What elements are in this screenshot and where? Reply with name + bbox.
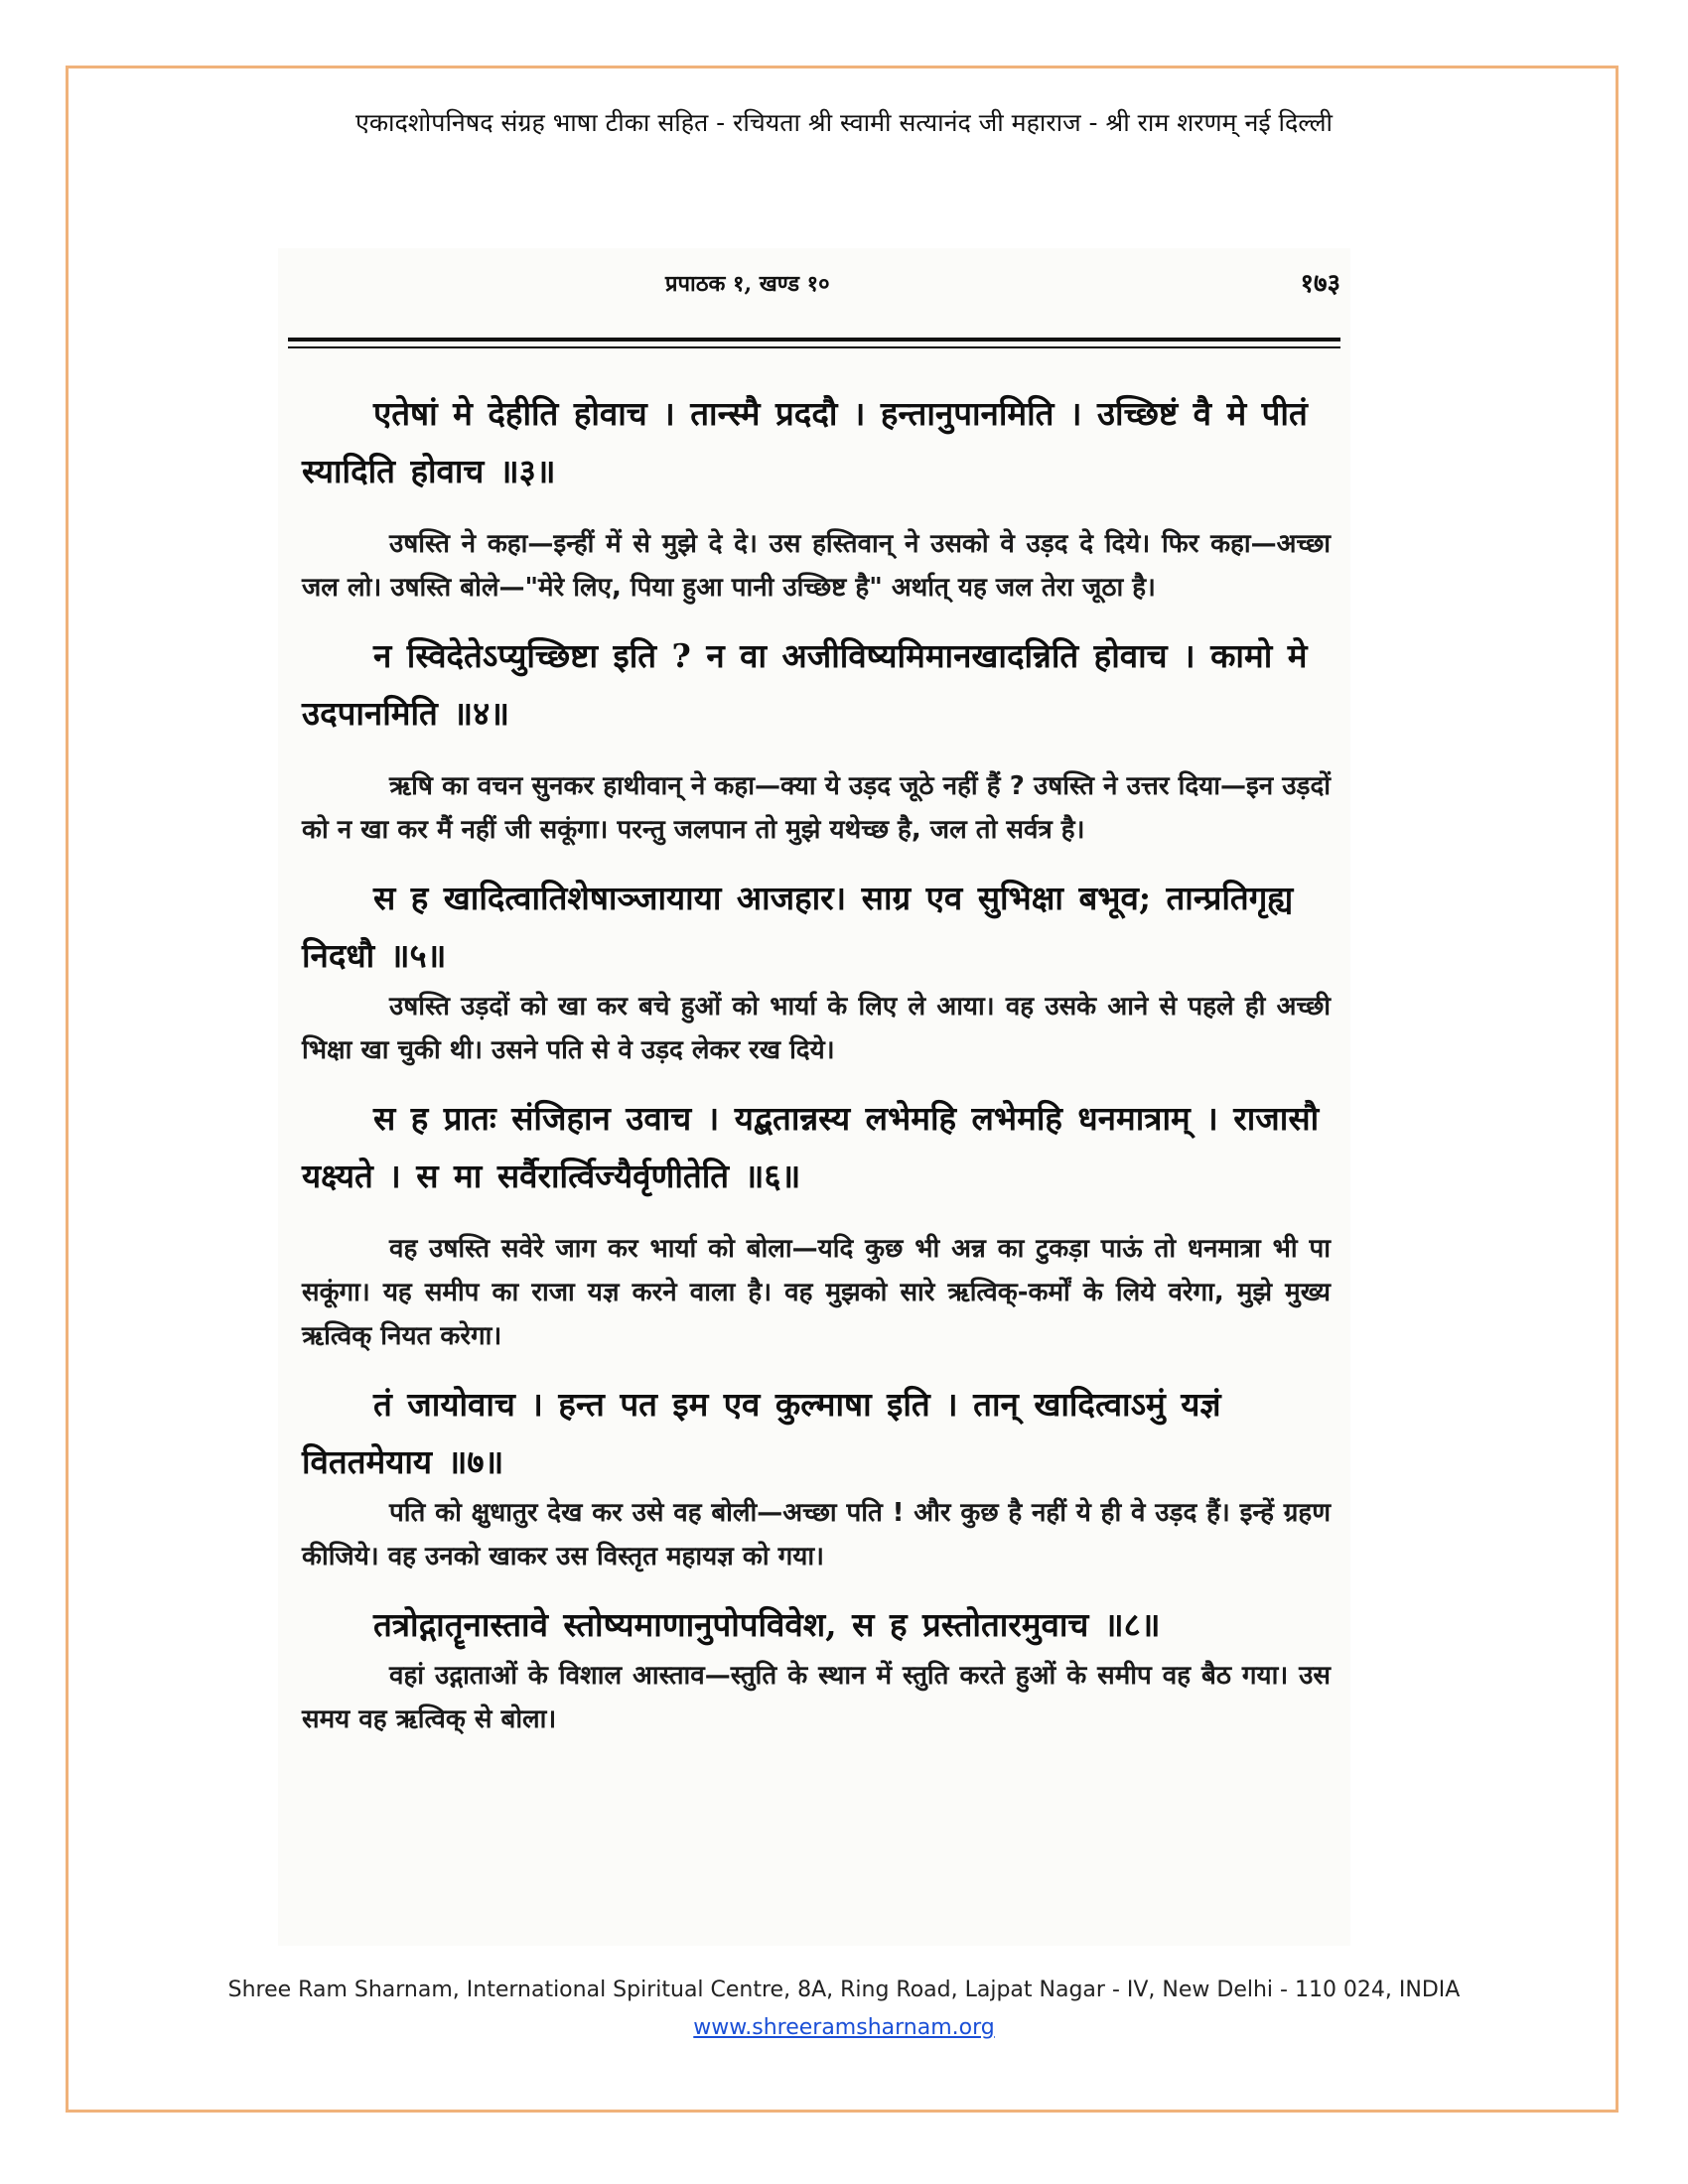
translation-5: उषस्ति उड़दों को खा कर बचे हुओं को भार्या के लिए ले आया। वह उसके आने से पहले ही अच्छी भिक्षा खा चुकी थी। उसने पति से वे उड़द लेकर रख दिये। — [302, 992, 1331, 1065]
translation-8: वहां उद्गाताओं के विशाल आस्ताव—स्तुति के स्थान में स्तुति करते हुओं के समीप वह बैठ गया। उस समय वह ऋत्विक् से बोला। — [302, 1661, 1331, 1734]
header-rule-thin — [288, 346, 1340, 348]
website-link[interactable]: www.shreeramsharnam.org — [693, 2015, 995, 2040]
verse-6: स ह प्रातः संजिहान उवाच । यद्बतान्नस्य लभेमहि लभेमहि धनमात्राम् । राजासौ यक्ष्यते । स मा सर्वैरार्त्विज्यैर्वृणीतेति ॥६॥ — [302, 1099, 1320, 1195]
verse-5: स ह खादित्वातिशेषाञ्जायाया आजहार। साग्र एव सुभिक्षा बभूव; तान्प्रतिगृह्य निदधौ ॥५॥ — [302, 879, 1294, 975]
verse-8: तत्रोद्गातॄनास्तावे स्तोष्यमाणानुपोपविवेश, स ह प्रस्तोतारमुवाच ॥८॥ — [373, 1605, 1161, 1644]
header-rule-thick — [288, 338, 1340, 341]
translation-6: वह उषस्ति सवेरे जाग कर भार्या को बोला—यदि कुछ भी अन्न का टुकड़ा पाऊं तो धनमात्रा भी पा सकूंगा। यह समीप का राजा यज्ञ करने वाला है। वह मुझको सारे ऋत्विक्-कर्मों के लिये वरेगा, मुझे मुख्य ऋत्विक् नियत करेगा। — [302, 1234, 1331, 1351]
page-running-head — [367, 264, 1340, 300]
verse-7: तं जायोवाच । हन्त पत इम एव कुल्माषा इति । तान् खादित्वाऽमुं यज्ञं विततमेयाय ॥७॥ — [302, 1385, 1221, 1481]
verse-4: न स्विदेतेऽप्युच्छिष्टा इति ? न वा अजीविष्यमिमानखादन्निति होवाच । कामो मे उदपानमिति ॥४॥ — [302, 636, 1308, 733]
footer-address: Shree Ram Sharnam, International Spiritual Centre, 8A, Ring Road, Lajpat Nagar - IV, New Delhi - 110 024, INDIA — [227, 1978, 1461, 2002]
page-body — [302, 385, 1331, 1741]
chapter-reference: प्रपाठक १, खण्ड १० — [665, 271, 830, 297]
translation-3: उषस्ति ने कहा—इन्हीं में से मुझे दे दे। उस हस्तिवान् ने उसको वे उड़द दे दिये। फिर कहा—अच्छा जल लो। उषस्ति बोले—"मेरे लिए, पिया हुआ पानी उच्छिष्ट है" अर्थात् यह जल तेरा जूठा है। — [302, 529, 1331, 603]
verse-3: एतेषां मे देहीति होवाच । तान्स्मै प्रददौ । हन्तानुपानमिति । उच्छिष्टं वै मे पीतं स्यादिति होवाच ॥३॥ — [302, 394, 1308, 490]
translation-7: पति को क्षुधातुर देख कर उसे वह बोली—अच्छा पति ! और कुछ है नहीं ये ही वे उड़द हैं। इन्हें ग्रहण कीजिये। वह उनको खाकर उस विस्तृत महायज्ञ को गया। — [302, 1498, 1331, 1571]
page-number: १७३ — [1300, 269, 1340, 299]
translation-4: ऋषि का वचन सुनकर हाथीवान् ने कहा—क्या ये उड़द जूठे नहीं हैं ? उषस्ति ने उत्तर दिया—इन उड़दों को न खा कर मैं नहीं जी सकूंगा। परन्तु जलपान तो मुझे यथेच्छ है, जल तो सर्वत्र है। — [302, 771, 1331, 845]
document-header: एकादशोपनिषद संग्रह भाषा टीका सहित - रचियता श्री स्वामी सत्यानंद जी महाराज - श्री राम शरणम् नई दिल्ली — [355, 108, 1333, 137]
